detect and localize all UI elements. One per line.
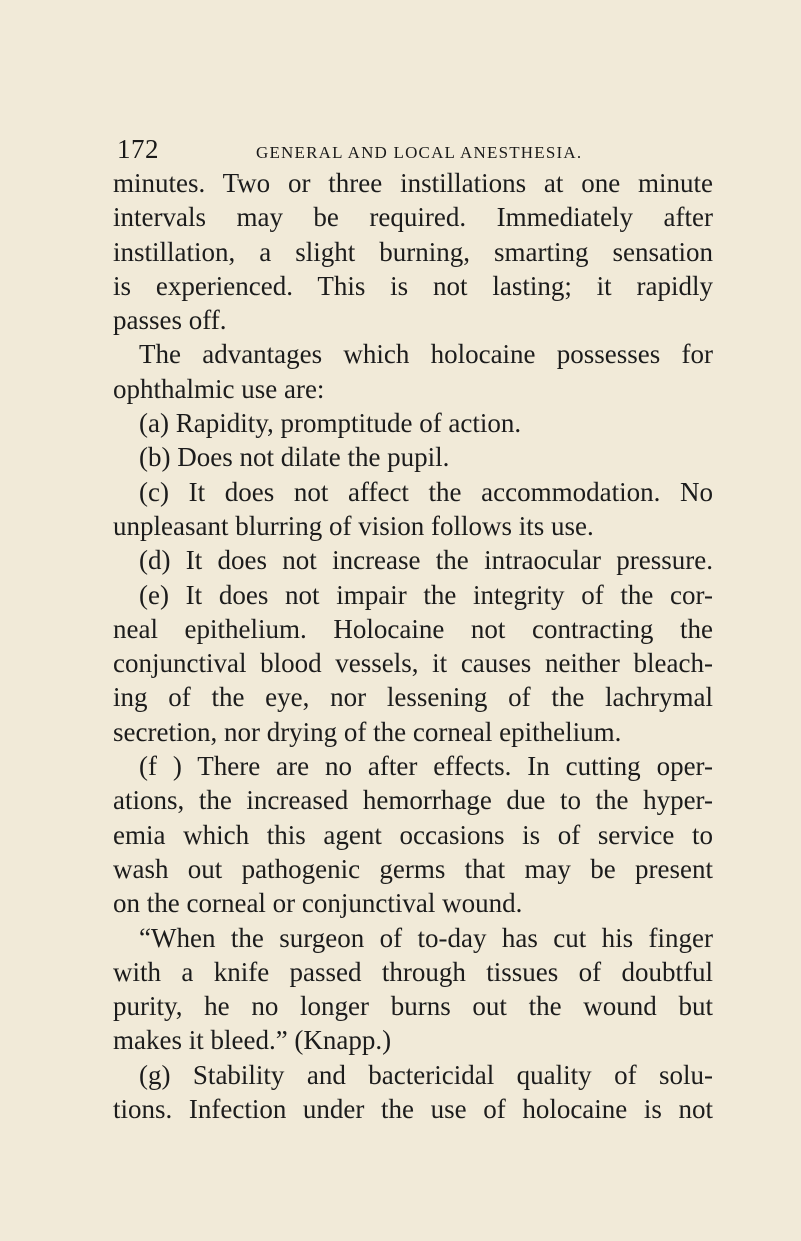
text-line: intervals may be required. Immediately after: [113, 202, 713, 233]
text-line: passes off.: [113, 305, 227, 336]
text-line: (e) It does not impair the integrity of the cor-: [139, 579, 713, 610]
text-line: (c) It does not affect the accommodation. No: [139, 476, 713, 507]
text-line: (b) Does not dilate the pupil.: [139, 442, 450, 473]
text-line: “When the surgeon of to-day has cut his finger: [139, 922, 713, 953]
text-line: conjunctival blood vessels, it causes neither bleach-: [113, 648, 713, 679]
text-line: is experienced. This is not lasting; it rapidly: [113, 270, 713, 301]
text-line: on the corneal or conjunctival wound.: [113, 888, 523, 919]
running-title: GENERAL AND LOCAL ANESTHESIA.: [256, 143, 583, 162]
text-line: secretion, nor drying of the corneal epithelium.: [113, 716, 622, 747]
page-number: 172: [117, 134, 159, 164]
text-line: The advantages which holocaine possesses for: [139, 339, 713, 370]
body-text: [113, 166, 713, 1126]
text-line: (d) It does not increase the intraocular pressure.: [139, 545, 713, 576]
text-line: ophthalmic use are:: [113, 373, 325, 404]
text-line: emia which this agent occasions is of service to: [113, 819, 713, 850]
text-line: makes it bleed.” (Knapp.): [113, 1025, 392, 1056]
text-line: minutes. Two or three instillations at one minute: [113, 168, 713, 198]
text-line: (f ) There are no after effects. In cutting oper-: [139, 751, 713, 782]
text-line: ing of the eye, nor lessening of the lachrymal: [113, 682, 713, 713]
text-line: instillation, a slight burning, smarting sensation: [113, 236, 713, 267]
text-line: neal epithelium. Holocaine not contracting the: [113, 613, 713, 644]
text-line: tions. Infection under the use of holocaine is not: [113, 1094, 713, 1125]
text-line: (g) Stability and bactericidal quality of solu-: [139, 1059, 713, 1090]
text-line: with a knife passed through tissues of doubtful: [113, 956, 713, 987]
text-line: ations, the increased hemorrhage due to the hyper-: [113, 785, 713, 816]
text-line: unpleasant blurring of vision follows its use.: [113, 510, 594, 541]
text-line: (a) Rapidity, promptitude of action.: [139, 408, 522, 439]
text-line: wash out pathogenic germs that may be present: [113, 853, 713, 884]
text-line: purity, he no longer burns out the wound but: [113, 991, 713, 1022]
